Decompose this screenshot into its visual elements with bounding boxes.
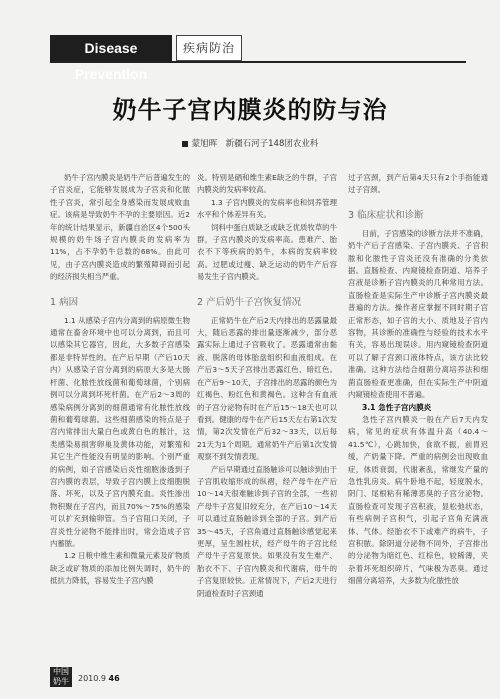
body-paragraph: 1.1 从感染子宫内分离到的病原微生物通常在畜舍环境中也可以分离到，而且可以感染其它器官，因此，大多数子宫感染都是非特异性的。在产后早期（产后10天内）从感染子宫分离到的病原大多是大肠杆菌、化脓性放线菌和葡萄球菌，个别病例可以分离到坏死杆菌。在产后2～3周的感染病例分离到的细菌通常有化脓性放线菌和葡萄球菌。这些细菌感染的特点是子宫内常排出大量白色或黄白色的脓汁，这类感染易损害卵巢及黄体功能，对繁殖和其它生产性能没有明显的影响。个别严重的病例，如子宫感染后炎性细胞渗透到子宫内膜的表层，导致子宫内膜上皮细胞脱落、坏死，以及子宫内膜充血。炎性渗出物积聚在子宫内，而且70%～75%的感染可以扩充到输卵管。当子宫阻口关闭，子宫炎性分泌物不能排出时，常会造成子宫内蓄脓。 <box>50 315 190 548</box>
header-divider <box>50 61 466 63</box>
subsection-heading: 3.1 急性子宫内膜炎 <box>362 402 432 412</box>
page-number: 46 <box>108 674 120 683</box>
text-column-3 <box>348 172 488 682</box>
issue-number: 2010.9 <box>78 674 106 683</box>
text-column-2 <box>197 172 337 682</box>
section-badge: Disease Prevention <box>50 35 172 61</box>
body-paragraph: 产后早期通过直肠触诊可以触诊到由于子宫肌收缩形成的纵褶，经产母牛在产后10～14天很难触诊到子宫的全部，一些初产母牛子宫复旧较充分，在产后10～14天可以通过直肠触诊到全部的子宫。到产后35～45天，子宫角通过直肠触诊感觉起来更厚，呈生圆柱状，经产母牛的子宫比经产母牛子宫复原快。如果没有发生难产、胎衣不下、子宫内膜炎和代谢病，母牛的子宫复原较快。正常情况下，产后2天进行阴道检查时子宫颈通 <box>197 464 337 598</box>
body-paragraph: 目前，子宫感染的诊断方法并不准确，奶牛产后子宫感染、子宫内膜炎、子宫积脓和化脓性子宫炎还没有准确的分类依据。直肠检查、内窥镜检查阴道、培养子宫液是诊断子宫内膜炎的几种常用方法。直肠检查是实际生产中诊断子宫内膜炎最普遍的方法。操作者应掌握不同时期子宫正常形态，如子宫的大小、质地及子宫内容物，其诊断的准确性与经验的技术水平有关，容易出现误诊。用内窥镜检查阴道可以了解子宫颈口液体特点，该方法比较准确。这种方法结合细菌分离培养法和细菌直肠检查更准确，但在实际生产中阴道内窥镜检查使用不普遍。 <box>348 228 488 400</box>
article-title: 奶牛子宫内膜炎的防与治 <box>112 96 388 124</box>
author-affiliation: 蒙旭晖 新疆石河子148团农业科 <box>191 139 319 149</box>
body-paragraph: 正常奶牛在产后2天内排出的恶露量最大，随后恶露的排出量逐渐减少，部分恶露实际上通过子宫吸收了。恶露通常由黏液、脱落的母体胎盘组织和血液组成。在产后3～5天子宫排出恶露红色、暗红色。在产后9～10天，子宫排出的恶露的颜色为红褐色、粉红色和黄褐色。这种含有血液的子宫分泌物有时在产后15～18天也可以看到。健康的母牛在产后15天左右第1次发情，第2次发情在产后32～33天，以后每21天为1个周期。通常奶牛产后第1次发情观察不到发情表现。 <box>197 315 337 462</box>
body-paragraph: 饲料中蛋白质缺乏或缺乏优质牧草的牛群，子宫内膜炎的发病率高。患难产、胎衣不下等疾病的奶牛，本病的发病率较高。过肥或过瘦、缺乏运动的奶牛产后容易发生子宫内膜炎。 <box>197 222 337 282</box>
body-paragraph: 1.2 日粮中维生素和微量元素及矿物质缺乏或矿物质的添加比例失调时，奶牛的抵抗力降低，容易发生子宫内膜 <box>50 551 190 586</box>
article-byline <box>0 137 500 149</box>
section-heading: 1 病因 <box>50 296 79 308</box>
text-column-1 <box>50 172 190 682</box>
section-tag: 疾病防治 <box>176 35 242 61</box>
footer-issue <box>78 674 120 683</box>
magazine-logo: 中国奶牛 <box>50 667 72 687</box>
square-bullet-icon <box>182 141 188 147</box>
body-paragraph: 奶牛子宫内膜炎是奶牛产后普遍发生的子宫炎症，它能够发展成为子宫炎和化脓性子宫炎，常引起全身感染而发展成败血症。该病是导致奶牛不孕的主要原因。近2年的统计结果显示，新疆自治区4个500头规模的奶牛场子宫内膜炎的发病率为11%，占不孕奶牛总数的68%。由此可见，由子宫内膜炎造成的繁殖障碍而引起的经济损失相当严重。 <box>50 173 190 282</box>
body-paragraph: 过子宫颈，到产后第4天只有2个手指能通过子宫颈。 <box>348 173 488 195</box>
section-heading: 2 产后奶牛子宫恢复情况 <box>197 296 302 308</box>
section-heading: 3 临床症状和诊断 <box>348 209 424 221</box>
body-paragraph: 1.3 子宫内膜炎的发病率也和饲养管理水平和个体差异有关。 <box>197 197 337 220</box>
body-paragraph: 炎。特别是硒和维生素E缺乏的牛群，子宫内膜炎的发病率较高。 <box>197 173 337 195</box>
body-paragraph: 急性子宫内膜炎一般在产后7天内发病，常见的症状有体温升高（40.4～41.5℃），心跳加快，食欲不振，前胃迟缓，产奶量下降。严重的病例会出现败血症，体质衰弱，代谢紊乱，常继发产量的急性乳房炎。病牛卧地不起，轻度脱水，阴门、尾根粘有稀薄恶臭的子宫分泌物。直肠检查可发现子宫积液，显松弛状态，有些病例子宫积气，引起子宫角充满液体、气体。经胎衣不下或难产的病牛，子宫积脓。除阴道分泌物不同外，子宫排出的分泌物为暗红色、红棕色，较稀薄，夹杂着坏死组织碎片，气味极为恶臭。通过细菌分离培养，大多数为化脓性放 <box>348 414 488 586</box>
